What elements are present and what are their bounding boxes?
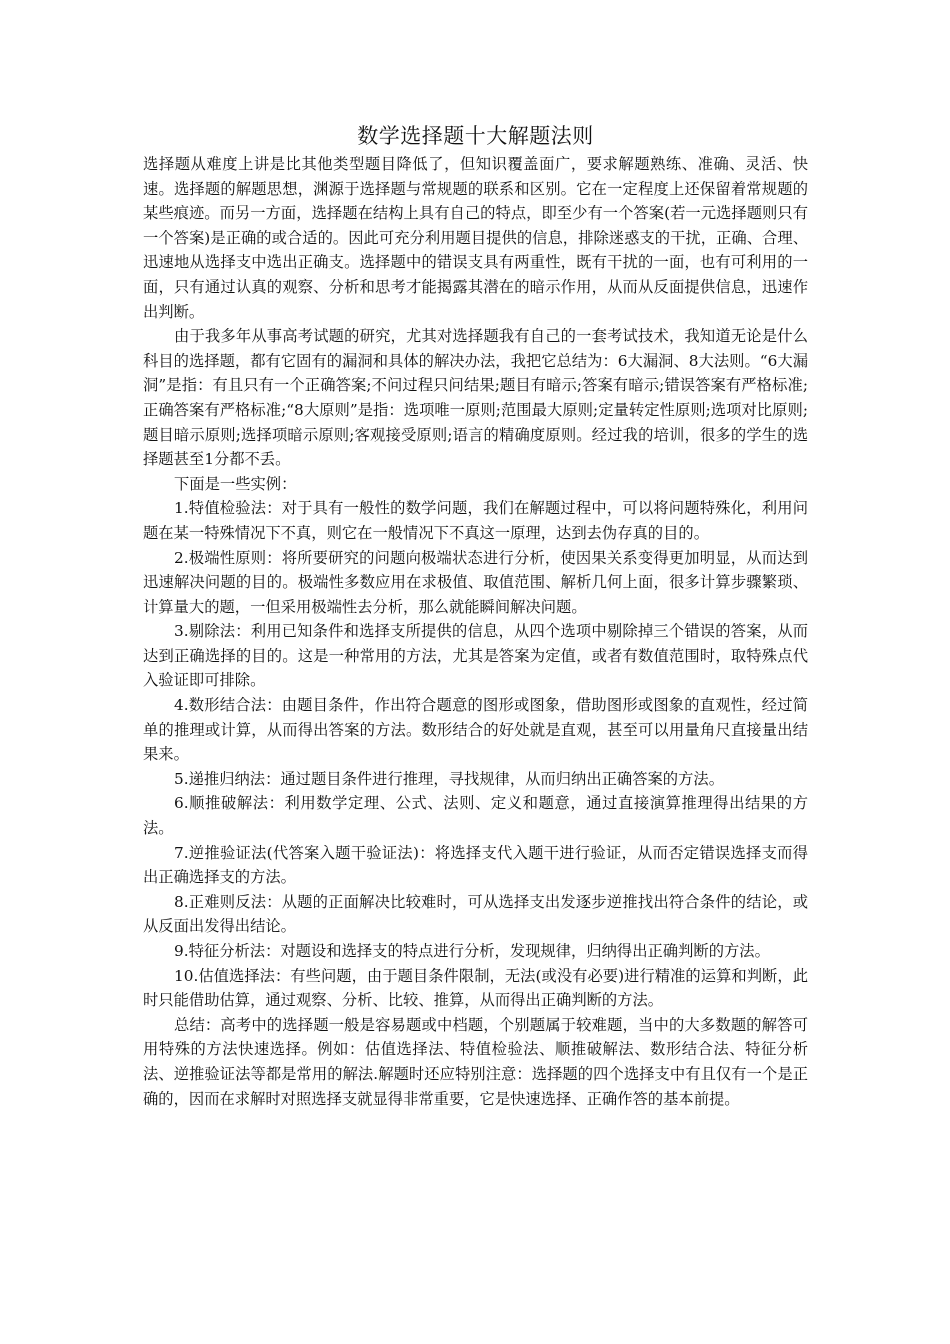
paragraph-method-10: 10.估值选择法：有些问题，由于题目条件限制，无法(或没有必要)进行精准的运算和判断，此时只能借助估算，通过观察、分析、比较、推算，从而得出正确判断的方法。 [143, 966, 808, 1010]
document-page [143, 120, 808, 1111]
paragraph-method-3: 3.剔除法：利用已知条件和选择支所提供的信息，从四个选项中剔除掉三个错误的答案，从而达到正确选择的目的。这是一种常用的方法，尤其是答案为定值，或者有数值范围时，取特殊点代入验证即可排除。 [143, 622, 808, 690]
paragraph-method-8: 8.正难则反法：从题的正面解决比较难时，可从选择支出发逐步逆推找出符合条件的结论，或从反面出发得出结论。 [143, 892, 808, 936]
paragraph-summary: 总结：高考中的选择题一般是容易题或中档题，个别题属于较难题，当中的大多数题的解答可用特殊的方法快速选择。例如：估值选择法、特值检验法、顺推破解法、数形结合法、特征分析法、逆推验证法等都是常用的解法.解题时还应特别注意：选择题的四个选择支中有且仅有一个是正确的，因而在求解时对照选择支就显得非常重要，它是快速选择、正确作答的基本前提。 [143, 1015, 808, 1108]
paragraph-method-9: 9.特征分析法：对题设和选择支的特点进行分析，发现规律，归纳得出正确判断的方法。 [174, 942, 770, 960]
paragraph-method-7: 7.逆推验证法(代答案入题干验证法)：将选择支代入题干进行验证，从而否定错误选择支而得出正确选择支的方法。 [143, 843, 808, 887]
paragraph-intro: 选择题从难度上讲是比其他类型题目降低了，但知识覆盖面广，要求解题熟练、准确、灵活、快速。选择题的解题思想，渊源于选择题与常规题的联系和区别。它在一定程度上还保留着常规题的某些痕迹。而另一方面，选择题在结构上具有自己的特点，即至少有一个答案(若一元选择题则只有一个答案)是正确的或合适的。因此可充分利用题目提供的信息，排除迷惑支的干扰，正确、合理、迅速地从选择支中选出正确支。选择题中的错误支具有两重性，既有干扰的一面，也有可利用的一面，只有通过认真的观察、分析和思考才能揭露其潜在的暗示作用，从而从反面提供信息，迅速作出判断。 [143, 155, 808, 321]
paragraph-method-4: 4.数形结合法：由题目条件，作出符合题意的图形或图象，借助图形或图象的直观性，经过简单的推理或计算，从而得出答案的方法。数形结合的好处就是直观，甚至可以用量角尺直接量出结果来。 [143, 696, 808, 764]
paragraph-method-2: 2.极端性原则：将所要研究的问题向极端状态进行分析，使因果关系变得更加明显，从而达到迅速解决问题的目的。极端性多数应用在求极值、取值范围、解析几何上面，很多计算步骤繁琐、计算量大的题，一但采用极端性去分析，那么就能瞬间解决问题。 [143, 548, 808, 616]
paragraph-examples-heading: 下面是一些实例： [174, 474, 297, 493]
paragraph-background: 由于我多年从事高考试题的研究，尤其对选择题我有自己的一套考试技术，我知道无论是什么科目的选择题，都有它固有的漏洞和具体的解决办法，我把它总结为：6大漏洞、8大法则。“6大漏洞”是指：有且只有一个正确答案;不问过程只问结果;题目有暗示;答案有暗示;错误答案有严格标准;正确答案有严格标准;“8大原则”是指：选项唯一原则;范围最大原则;定量转定性原则;选项对比原则;题目暗示原则;选择项暗示原则;客观接受原则;语言的精确度原则。经过我的培训，很多的学生的选择题甚至1分都不丢。 [143, 327, 808, 469]
document-title: 数学选择题十大解题法则 [357, 124, 594, 148]
paragraph-method-1: 1.特值检验法：对于具有一般性的数学问题，我们在解题过程中，可以将问题特殊化，利用问题在某一特殊情况下不真，则它在一般情况下不真这一原理，达到去伪存真的目的。 [143, 499, 808, 542]
paragraph-method-5: 5.递推归纳法：通过题目条件进行推理，寻找规律，从而归纳出正确答案的方法。 [174, 769, 724, 788]
paragraph-method-6: 6.顺推破解法：利用数学定理、公式、法则、定义和题意，通过直接演算推理得出结果的方法。 [143, 794, 808, 838]
